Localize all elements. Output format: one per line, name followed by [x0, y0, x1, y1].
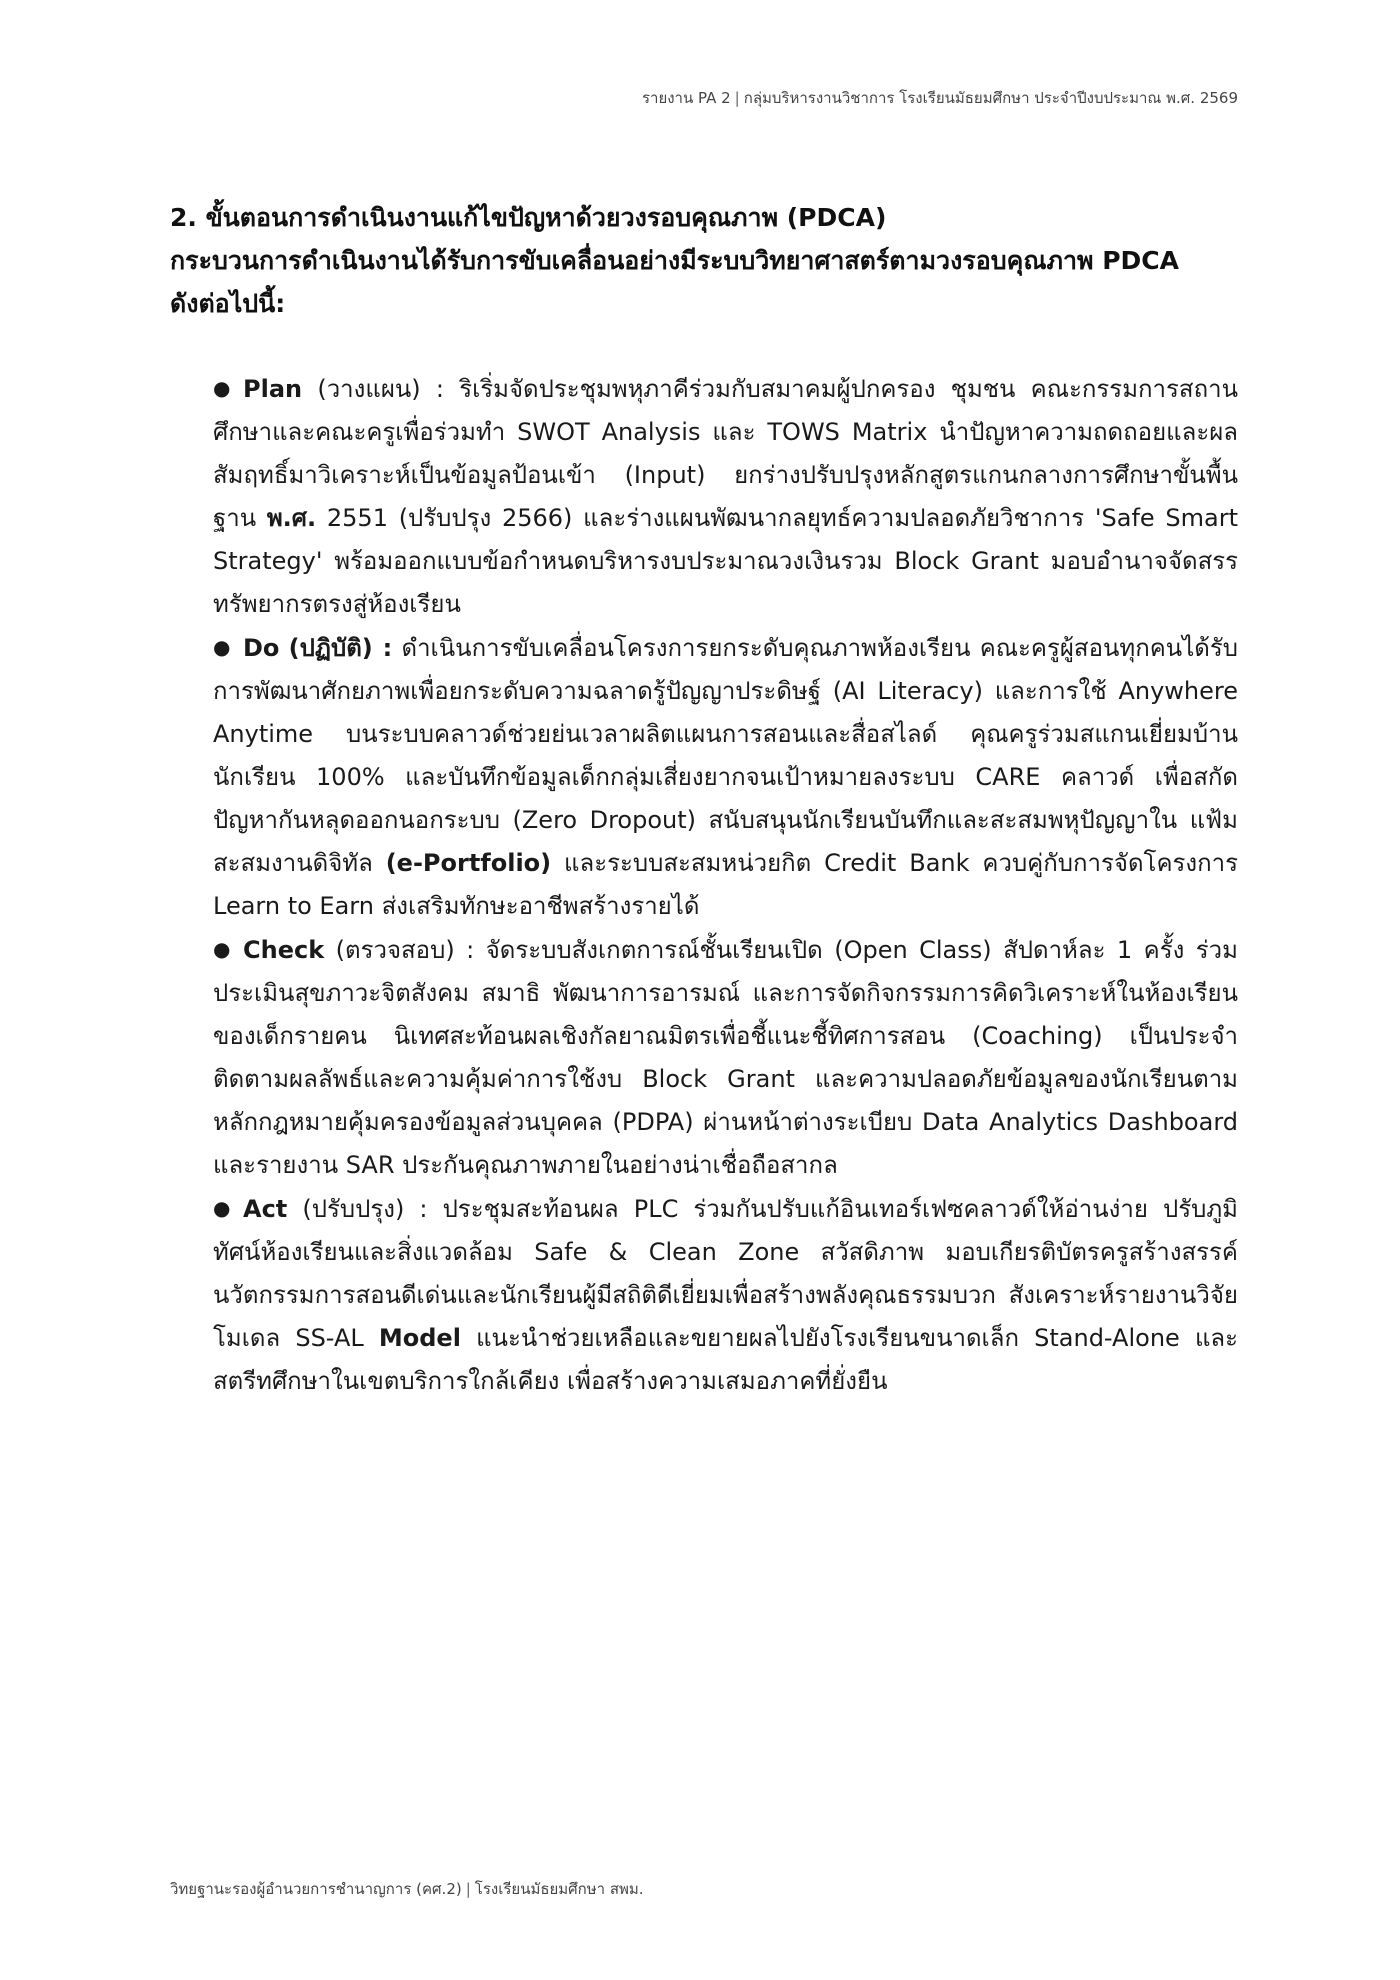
header-report-label: รายงาน PA 2	[641, 89, 731, 107]
step-act-bold: Model	[378, 1324, 461, 1352]
footer-separator: |	[465, 1880, 471, 1898]
section-intro-line-2: ดังต่อไปนี้:	[170, 289, 286, 318]
step-act	[213, 1187, 1238, 1403]
step-do-name: Do	[243, 634, 280, 662]
step-plan-text-2: 2551 (ปรับปรุง 2566) และร่างแผนพัฒนากลยุทธ์ความปลอดภัยวิชาการ 'Safe Smart Strategy' พร้อมออกแบบข้อกำหนดบริหารงบประมาณวงเงินรวม Block Grant มอบอำนาจจัดสรรทรัพยากรตรงสู่ห้องเรียน	[213, 504, 1238, 618]
bullet-icon: ●	[213, 376, 231, 400]
step-plan-bold: พ.ศ.	[266, 504, 317, 532]
step-plan	[213, 367, 1238, 626]
step-do-bold: (e-Portfolio)	[385, 849, 552, 877]
step-check	[213, 928, 1238, 1187]
step-check-text-1: : จัดระบบสังเกตการณ์ชั้นเรียนเปิด (Open Class) สัปดาห์ละ 1 ครั้ง ร่วมประเมินสุขภาวะจิตสังคม สมาธิ พัฒนาการอารมณ์ และการจัดกิจกรรมการคิดวิเคราะห์ในห้องเรียนของเด็กรายคน นิเทศสะท้อนผลเชิงกัลยาณมิตรเพื่อชี้แนะชี้ทิศการสอน (Coaching) เป็นประจำ ติดตามผลลัพธ์และความคุ้มค่าการใช้งบ Block Grant และความปลอดภัยข้อมูลของนักเรียนตามหลักกฎหมายคุ้มครองข้อมูลส่วนบุคคล (PDPA) ผ่านหน้าต่างระเบียบ Data Analytics Dashboard และรายงาน SAR ประกันคุณภาพภายในอย่างน่าเชื่อถือสากล	[213, 936, 1238, 1179]
step-plan-name: Plan	[243, 375, 303, 403]
header-school-info: กลุ่มบริหารงานวิชาการ โรงเรียนมัธยมศึกษา ประจำปีงบประมาณ พ.ศ. 2569	[743, 89, 1238, 107]
step-do-text-1: ดำเนินการขับเคลื่อนโครงการยกระดับคุณภาพห้องเรียน คณะครูผู้สอนทุกคนได้รับการพัฒนาศักยภาพเพื่อยกระดับความฉลาดรู้ปัญญาประดิษฐ์ (AI Literacy) และการใช้ Anywhere Anytime บนระบบคลาวด์ช่วยย่นเวลาผลิตแผนการสอนและสื่อสไลด์ คุณครูร่วมสแกนเยี่ยมบ้านนักเรียน 100% และบันทึกข้อมูลเด็กกลุ่มเสี่ยงยากจนเป้าหมายลงระบบ CARE คลาวด์ เพื่อสกัดปัญหากันหลุดออกนอกระบบ (Zero Dropout) สนับสนุนนักเรียนบันทึกและสะสมพหุปัญญาใน แฟ้มสะสมงานดิจิทัล	[213, 634, 1238, 877]
bullet-icon: ●	[213, 1196, 231, 1220]
step-act-text-1: : ประชุมสะท้อนผล PLC ร่วมกันปรับแก้อินเทอร์เฟซคลาวด์ให้อ่านง่าย ปรับภูมิทัศน์ห้องเรียนและสิ่งแวดล้อม Safe & Clean Zone สวัสดิภาพ มอบเกียรติบัตรครูสร้างสรรค์นวัตกรรมการสอนดีเด่นและนักเรียนผู้มีสถิติดีเยี่ยมเพื่อสร้างพลังคุณธรรมบวก สังเคราะห์รายงานวิจัยโมเดล SS-AL	[213, 1195, 1238, 1352]
step-check-name: Check	[243, 936, 325, 964]
step-act-text-2: แนะนำช่วยเหลือและขยายผลไปยังโรงเรียนขนาดเล็ก Stand-Alone และสตรีทศึกษาในเขตบริการใกล้เคียง เพื่อสร้างความเสมอภาคที่ยั่งยืน	[213, 1324, 1239, 1395]
step-plan-thai: (วางแผน)	[317, 375, 421, 403]
step-plan-text-1: : ริเริ่มจัดประชุมพหุภาคีร่วมกับสมาคมผู้ปกครอง ชุมชน คณะกรรมการสถานศึกษาและคณะครูเพื่อร่วมทำ SWOT Analysis และ TOWS Matrix นำปัญหาความถดถอยและผลสัมฤทธิ์มาวิเคราะห์เป็นข้อมูลป้อนเข้า (Input) ยกร่างปรับปรุงหลักสูตรแกนกลางการศึกษาขั้นพื้นฐาน	[213, 375, 1238, 532]
page-header	[642, 86, 1238, 110]
section-intro-line-1: กระบวนการดำเนินงานได้รับการขับเคลื่อนอย่างมีระบบวิทยาศาสตร์ตามวงรอบคุณภาพ PDCA	[170, 246, 1179, 275]
step-act-thai: (ปรับปรุง)	[302, 1195, 405, 1223]
step-check-thai: (ตรวจสอบ)	[335, 936, 455, 964]
footer-school-label: โรงเรียนมัธยมศึกษา สพม.	[474, 1880, 644, 1898]
step-do-text-2: และระบบสะสมหน่วยกิต Credit Bank ควบคู่กับการจัดโครงการ Learn to Earn ส่งเสริมทักษะอาชีพสร้างรายได้	[213, 849, 1239, 920]
step-act-name: Act	[243, 1195, 288, 1223]
section-heading	[170, 196, 1250, 325]
header-separator: |	[734, 89, 740, 107]
section-title: 2. ขั้นตอนการดำเนินงานแก้ไขปัญหาด้วยวงรอบคุณภาพ (PDCA)	[170, 203, 887, 232]
step-do	[213, 626, 1238, 928]
page-footer	[170, 1877, 644, 1901]
bullet-icon: ●	[213, 635, 231, 659]
footer-position-label: วิทยฐานะรองผู้อำนวยการชำนาญการ (คศ.2)	[170, 1880, 462, 1898]
pdca-steps-list	[213, 367, 1238, 1403]
step-do-thai: (ปฏิบัติ) :	[288, 634, 393, 662]
bullet-icon: ●	[213, 937, 231, 961]
